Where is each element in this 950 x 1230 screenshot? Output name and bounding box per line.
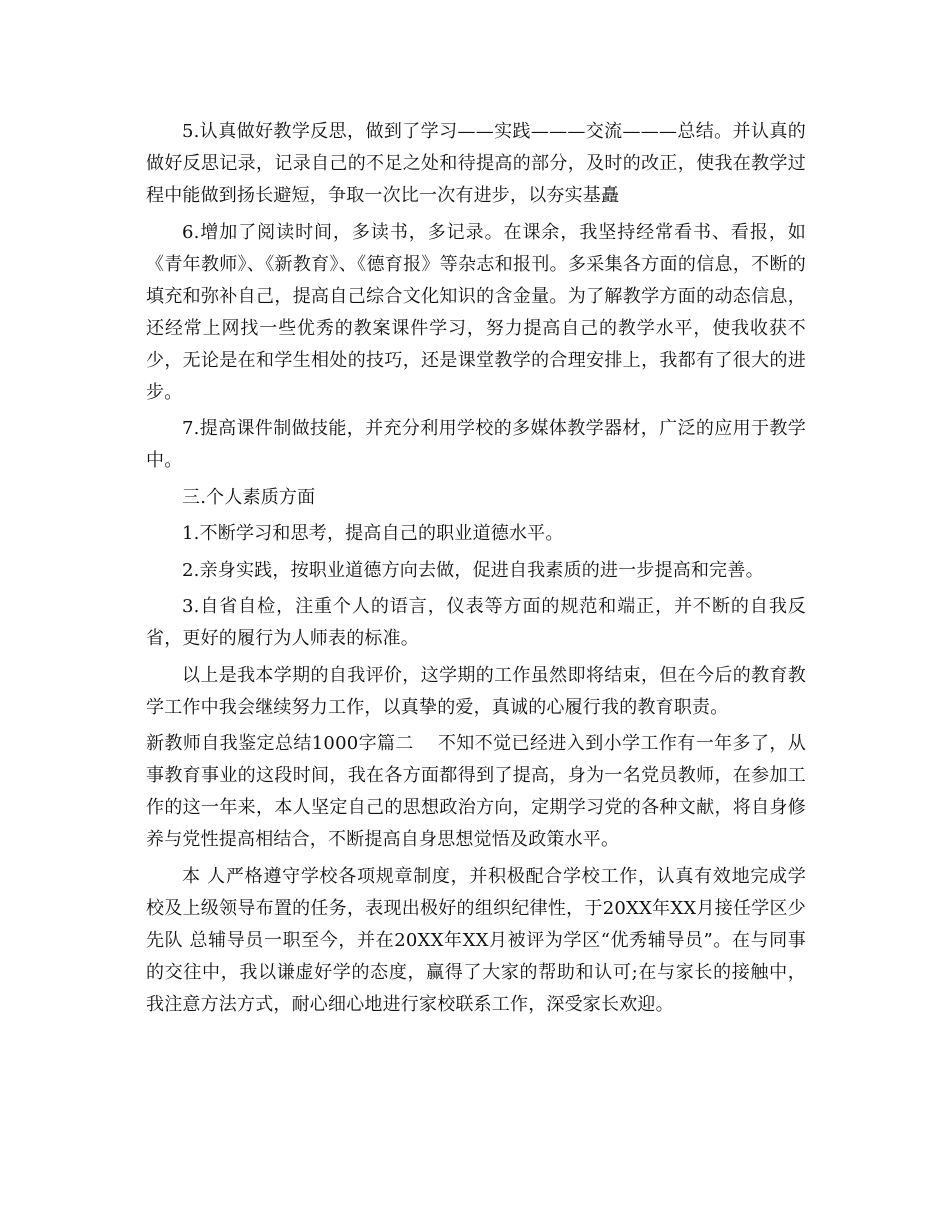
summary-paragraph: 以上是我本学期的自我评价，这学期的工作虽然即将结束，但在今后的教育教学工作中我会继续努力工作，以真挚的爱，真诚的心履行我的教育职责。 — [146, 664, 806, 718]
section-two-intro-text: 不知不觉已经进入到小学工作有一年多了，从事教育事业的这段时间，我在各方面都得到了提高，身为一名党员教师，在参加工作的这一年来，本人坚定自己的思想政治方向，定期学习党的各种文献，将自身修养与党性提高相结合，不断提高自身思想觉悟及政策水平。 — [146, 733, 807, 850]
paragraph-item-3: 3.自省自检，注重个人的语言，仪表等方面的规范和端正，并不断的自我反省，更好的履行为人师表的标准。 — [146, 596, 806, 649]
paragraph-item-7: 7.提高课件制做技能，并充分利用学校的多媒体教学器材，广泛的应用于教学中。 — [146, 418, 806, 471]
section-two-intro-paragraph — [146, 728, 806, 856]
section-heading-personal-quality: 三.个人素质方面 — [182, 486, 316, 508]
section-two-title: 新教师自我鉴定总结1000字篇二 — [146, 733, 414, 754]
paragraph-item-1: 1.不断学习和思考，提高自己的职业道德水平。 — [182, 523, 564, 544]
section-two-body-paragraph: 本 人严格遵守学校各项规章制度，并积极配合学校工作，认真有效地完成学校及上级领导布置的任务，表现出极好的组织纪律性，于20XX年XX月接任学区少先队 总辅导员一职至今，并在20XX年XX月被评为学区“优秀辅导员”。在与同事的交往中，我以谦虚好学的态度，赢得了大家的帮助和认可;在与家长的接触中， 我注意方法方式，耐心细心地进行家校联系工作，深受家长欢迎。 — [146, 865, 806, 1015]
document-body — [146, 116, 806, 1025]
paragraph-item-2: 2.亲身实践，按职业道德方向去做，促进自我素质的进一步提高和完善。 — [182, 559, 764, 581]
paragraph-item-5: 5.认真做好教学反思，做到了学习——实践———交流———总结。并认真的做好反思记录，记录自己的不足之处和待提高的部分，及时的改正，使我在教学过程中能做到扬长避短，争取一次比一次有进步，以夯实基矗 — [146, 121, 806, 206]
paragraph-item-6: 6.增加了阅读时间，多读书，多记录。在课余，我坚持经常看书、看报，如《青年教师》、《新教育》、《德育报》等杂志和报刊。多采集各方面的信息，不断的填充和弥补自己，提高自己综合文化知识的含金量。为了解教学方面的动态信息，还经常上网找一些优秀的教案课件学习，努力提高自己的教学水平，使我收获不少，无论是在和学生相处的技巧，还是课堂教学的合理安排上，我都有了很大的进步。 — [146, 221, 806, 403]
